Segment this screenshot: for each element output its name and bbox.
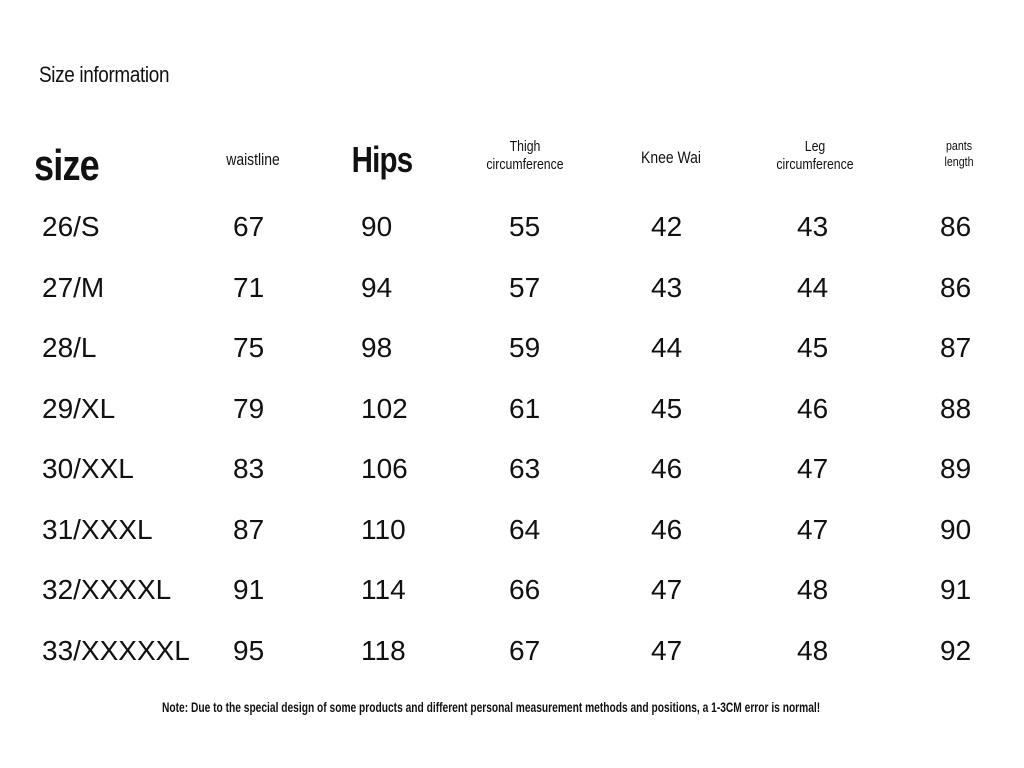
cell-thigh: 61 bbox=[509, 392, 541, 424]
cell-knee: 47 bbox=[651, 574, 683, 605]
cell-pants-length: 92 bbox=[940, 634, 972, 666]
cell-leg: 43 bbox=[797, 211, 829, 242]
cell-leg: 46 bbox=[797, 392, 829, 424]
cell-hips: 114 bbox=[361, 574, 406, 605]
cell-waistline: 83 bbox=[233, 453, 265, 484]
header-knee: Knee Wai bbox=[641, 148, 701, 167]
header-hips: Hips bbox=[351, 139, 413, 180]
cell-leg: 47 bbox=[797, 513, 829, 545]
cell-pants-length: 90 bbox=[940, 513, 972, 545]
cell-knee: 47 bbox=[651, 634, 683, 666]
cell-knee: 44 bbox=[651, 332, 683, 363]
cell-hips: 106 bbox=[361, 453, 408, 484]
cell-size: 29/XL bbox=[42, 392, 116, 424]
measurement-note: Note: Due to the special design of some products and different personal measurement methods and positions, a 1-3CM error is normal! bbox=[162, 699, 821, 715]
cell-pants-length: 86 bbox=[940, 271, 972, 303]
cell-leg: 44 bbox=[797, 271, 829, 303]
cell-size: 30/XXL bbox=[42, 453, 134, 484]
header-leg-line2: circumference bbox=[776, 156, 854, 173]
header-pants-line2: length bbox=[944, 153, 974, 169]
header-leg-line1: Leg bbox=[804, 138, 826, 155]
cell-knee: 46 bbox=[651, 513, 683, 545]
cell-waistline: 71 bbox=[233, 271, 265, 303]
cell-hips: 94 bbox=[361, 271, 393, 303]
cell-pants-length: 88 bbox=[940, 392, 972, 424]
page-title: Size information bbox=[39, 62, 170, 87]
cell-leg: 48 bbox=[797, 634, 829, 666]
cell-thigh: 67 bbox=[509, 634, 541, 666]
cell-hips: 98 bbox=[361, 332, 393, 363]
cell-leg: 48 bbox=[797, 574, 829, 605]
header-pants-line1: pants bbox=[945, 138, 973, 153]
cell-waistline: 91 bbox=[233, 574, 265, 605]
cell-thigh: 66 bbox=[509, 574, 541, 605]
header-waistline: waistline bbox=[226, 150, 280, 169]
cell-pants-length: 87 bbox=[940, 332, 972, 363]
cell-waistline: 95 bbox=[233, 634, 265, 666]
cell-thigh: 63 bbox=[509, 453, 541, 484]
cell-size: 32/XXXXL bbox=[42, 574, 172, 605]
cell-waistline: 79 bbox=[233, 392, 265, 424]
cell-knee: 42 bbox=[651, 211, 683, 242]
cell-thigh: 55 bbox=[509, 211, 541, 242]
cell-hips: 118 bbox=[361, 634, 406, 666]
cell-size: 33/XXXXXL bbox=[42, 634, 190, 666]
cell-size: 27/M bbox=[42, 271, 105, 303]
header-thigh-line1: Thigh bbox=[509, 138, 541, 155]
cell-knee: 43 bbox=[651, 271, 683, 303]
cell-pants-length: 89 bbox=[940, 453, 972, 484]
cell-thigh: 64 bbox=[509, 513, 541, 545]
cell-hips: 102 bbox=[361, 392, 408, 424]
cell-waistline: 67 bbox=[233, 211, 265, 242]
header-size: size bbox=[34, 141, 99, 190]
header-thigh-line2: circumference bbox=[486, 156, 564, 173]
cell-hips: 110 bbox=[361, 513, 406, 545]
cell-hips: 90 bbox=[361, 211, 393, 242]
cell-waistline: 87 bbox=[233, 513, 265, 545]
cell-size: 31/XXXL bbox=[42, 513, 153, 545]
cell-pants-length: 91 bbox=[940, 574, 972, 605]
cell-leg: 45 bbox=[797, 332, 829, 363]
cell-knee: 46 bbox=[651, 453, 683, 484]
cell-thigh: 59 bbox=[509, 332, 541, 363]
cell-pants-length: 86 bbox=[940, 211, 972, 242]
cell-size: 26/S bbox=[42, 211, 100, 242]
cell-knee: 45 bbox=[651, 392, 683, 424]
cell-thigh: 57 bbox=[509, 271, 541, 303]
cell-leg: 47 bbox=[797, 453, 829, 484]
cell-waistline: 75 bbox=[233, 332, 265, 363]
cell-size: 28/L bbox=[42, 332, 97, 363]
